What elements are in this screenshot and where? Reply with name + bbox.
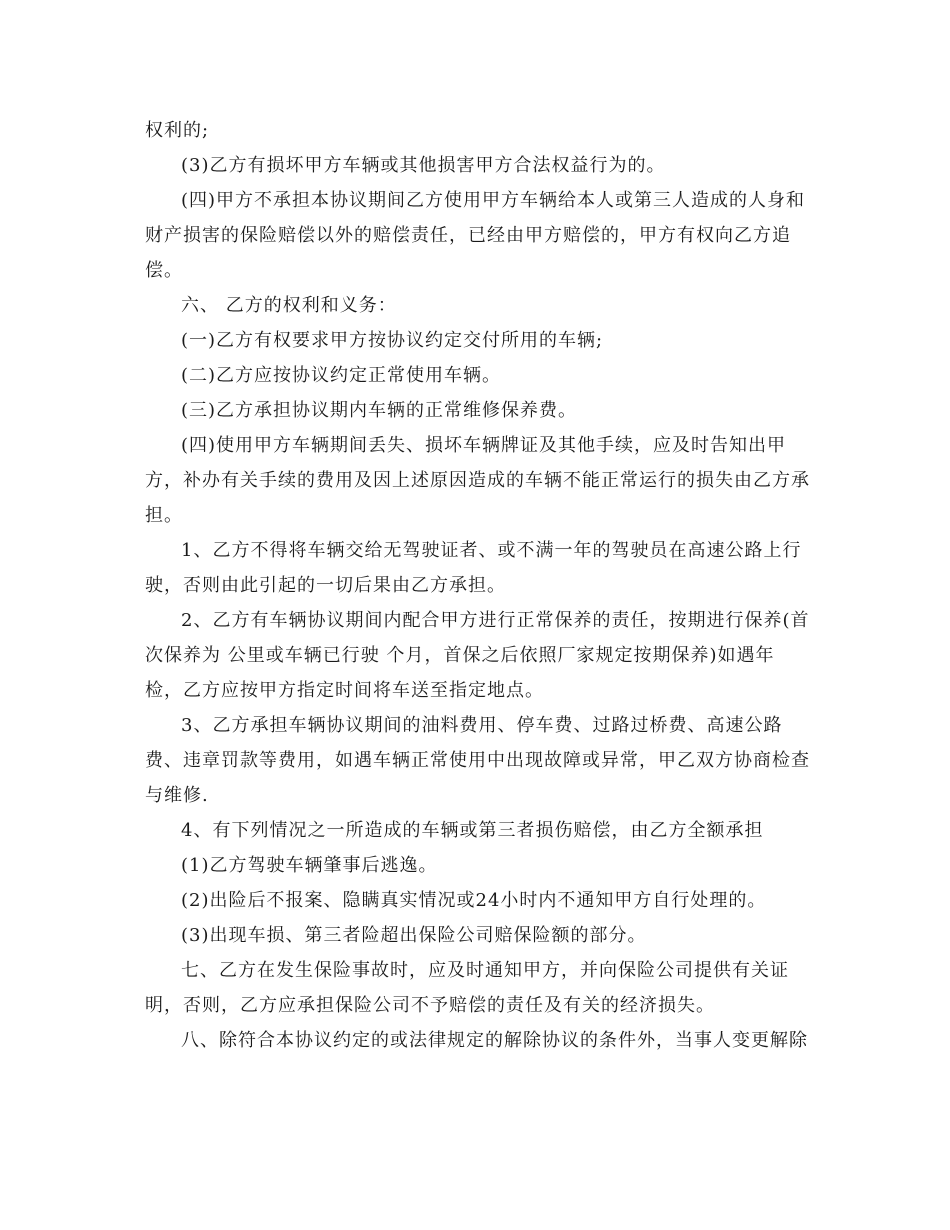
paragraph-duty-4: (四)使用甲方车辆期间丢失、损坏车辆牌证及其他手续，应及时告知出甲方，补办有关手续的费用及因上述原因造成的车辆不能正常运行的损失由乙方承担。 xyxy=(145,435,810,526)
paragraph-duty-2: (二)乙方应按协议约定正常使用车辆。 xyxy=(181,365,502,386)
paragraph-duty-1: (一)乙方有权要求甲方按协议约定交付所用的车辆; xyxy=(181,330,604,351)
paragraph-duty-3: (三)乙方承担协议期内车辆的正常维修保养费。 xyxy=(181,400,578,421)
paragraph-subitem-3: (3)出现车损、第三者险超出保险公司赔保险额的部分。 xyxy=(181,925,647,946)
section-seven: 七、乙方在发生保险事故时，应及时通知甲方，并向保险公司提供有关证明，否则，乙方应承担保险公司不予赔偿的责任及有关的经济损失。 xyxy=(145,960,789,1016)
document-body xyxy=(145,113,810,1058)
paragraph-subitem-2: (2)出险后不报案、隐瞒真实情况或24小时内不通知甲方自行处理的。 xyxy=(181,890,767,911)
paragraph-item-2: 2、乙方有车辆协议期间内配合甲方进行正常保养的责任，按期进行保养(首次保养为 公里或车辆已行驶 个月，首保之后依照厂家规定按期保养)如遇年检，乙方应按甲方指定时间将车送至指定地点。 xyxy=(145,610,810,701)
paragraph-rights-end: 权利的; xyxy=(145,120,210,141)
section-eight: 八、除符合本协议约定的或法律规定的解除协议的条件外，当事人变更解除 xyxy=(181,1030,808,1051)
paragraph-item-1: 1、乙方不得将车辆交给无驾驶证者、或不满一年的驾驶员在高速公路上行驶，否则由此引起的一切后果由乙方承担。 xyxy=(145,540,802,596)
paragraph-subitem-1: (1)乙方驾驶车辆肇事后逃逸。 xyxy=(181,855,438,876)
paragraph-clause-3-damage: (3)乙方有损坏甲方车辆或其他损害甲方合法权益行为的。 xyxy=(181,155,666,176)
paragraph-clause-4-liability: (四)甲方不承担本协议期间乙方使用甲方车辆给本人或第三人造成的人身和财产损害的保险赔偿以外的赔偿责任，已经由甲方赔偿的，甲方有权向乙方追偿。 xyxy=(145,190,806,281)
paragraph-item-4: 4、有下列情况之一所造成的车辆或第三者损伤赔偿，由乙方全额承担 xyxy=(181,820,764,841)
paragraph-item-3: 3、乙方承担车辆协议期间的油料费用、停车费、过路过桥费、高速公路费、违章罚款等费用，如遇车辆正常使用中出现故障或异常，甲乙双方协商检查与维修. xyxy=(145,715,810,806)
section-heading-six: 六、 乙方的权利和义务： xyxy=(181,295,397,316)
